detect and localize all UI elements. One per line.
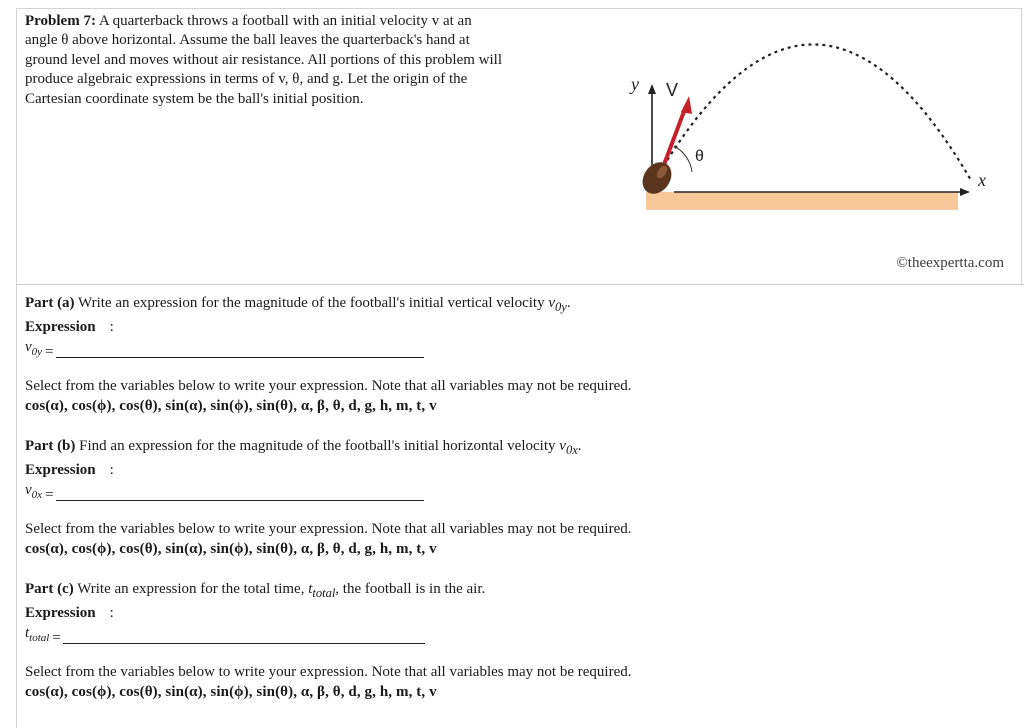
part-b-label: Part (b)	[25, 438, 76, 454]
part-b-variables: cos(α), cos(ϕ), cos(θ), sin(α), sin(ϕ), sin(θ), α, β, θ, d, g, h, m, t, v	[25, 541, 437, 557]
problem-text-line3: ground level and moves without air resistance. All portions of this problem will	[25, 51, 503, 68]
part-a-answer-var: v	[25, 339, 32, 355]
part-a	[25, 293, 1005, 416]
part-a-question-sub: 0y	[555, 300, 567, 314]
part-a-label: Part (a)	[25, 295, 75, 311]
part-a-colon: :	[109, 319, 114, 335]
part-a-answer-sub: 0y	[31, 346, 43, 358]
part-c	[25, 579, 1005, 702]
part-b-question-end: .	[577, 438, 582, 454]
credit-text: ©theexpertta.com	[896, 255, 1004, 271]
part-a-answer-input[interactable]	[56, 343, 424, 358]
parts-frame-border	[16, 285, 17, 728]
part-c-variables: cos(α), cos(ϕ), cos(θ), sin(α), sin(ϕ), sin(θ), α, β, θ, d, g, h, m, t, v	[25, 684, 437, 700]
part-a-question-end: .	[566, 295, 571, 311]
part-c-answer-var: t	[25, 625, 30, 641]
part-b-question-sub: 0x	[565, 443, 578, 457]
part-c-note: Select from the variables below to write your expression. Note that all variables may not be required.	[25, 664, 632, 680]
part-b-note: Select from the variables below to write your expression. Note that all variables may not be required.	[25, 521, 632, 537]
angle-arc	[674, 146, 692, 172]
part-c-question: Write an expression for the total time,	[73, 581, 309, 597]
part-b-answer-var: v	[25, 482, 32, 498]
problem-text-line1: A quarterback throws a football with an initial velocity v at an	[95, 13, 472, 29]
part-c-colon: :	[109, 605, 114, 621]
part-c-question-var: t	[308, 581, 313, 597]
part-a-note: Select from the variables below to write your expression. Note that all variables may not be required.	[25, 378, 632, 394]
part-a-expression-label: Expression	[25, 319, 96, 335]
ground	[646, 192, 958, 210]
section-divider	[16, 284, 1024, 285]
part-c-question-sub: total	[312, 586, 336, 600]
part-c-label: Part (c)	[25, 581, 74, 597]
velocity-label: V	[666, 80, 679, 100]
problem-text-line2: angle θ above horizontal. Assume the ball leaves the quarterback's hand at	[25, 32, 470, 49]
problem-text-line4: produce algebraic expressions in terms of v, θ, and g. Let the origin of the	[25, 71, 468, 88]
part-a-question-var: v	[548, 295, 556, 311]
part-b-colon: :	[109, 462, 114, 478]
y-axis-arrowhead	[648, 84, 656, 94]
part-a-question: Write an expression for the magnitude of the football's initial vertical velocity	[74, 295, 549, 311]
part-c-question-end: , the football is in the air.	[335, 581, 486, 597]
angle-label: θ	[695, 148, 704, 165]
part-b-answer-input[interactable]	[56, 486, 424, 501]
trajectory-path	[660, 44, 972, 182]
problem-label: Problem 7:	[25, 13, 96, 29]
part-a-variables: cos(α), cos(ϕ), cos(θ), sin(α), sin(ϕ), sin(θ), α, β, θ, d, g, h, m, t, v	[25, 398, 437, 414]
part-c-equals: =	[52, 630, 61, 646]
x-axis-arrowhead	[960, 188, 970, 196]
velocity-arrowhead	[681, 96, 692, 114]
problem-statement	[25, 12, 600, 109]
y-axis-label: y	[631, 74, 639, 94]
part-b-question-var: v	[559, 438, 566, 454]
part-b-answer-sub: 0x	[31, 489, 43, 501]
part-b	[25, 436, 1005, 559]
velocity-arrow	[662, 106, 686, 170]
projectile-figure	[612, 22, 1012, 222]
part-c-expression-label: Expression	[25, 605, 96, 621]
part-c-answer-input[interactable]	[63, 629, 425, 644]
part-b-equals: =	[45, 487, 54, 503]
part-c-answer-sub: total	[29, 632, 50, 644]
part-b-expression-label: Expression	[25, 462, 96, 478]
part-a-equals: =	[45, 344, 54, 360]
x-axis-label: x	[978, 170, 986, 190]
problem-text-line5: Cartesian coordinate system be the ball's initial position.	[25, 90, 364, 107]
part-b-question: Find an expression for the magnitude of the football's initial horizontal velocity	[75, 438, 560, 454]
